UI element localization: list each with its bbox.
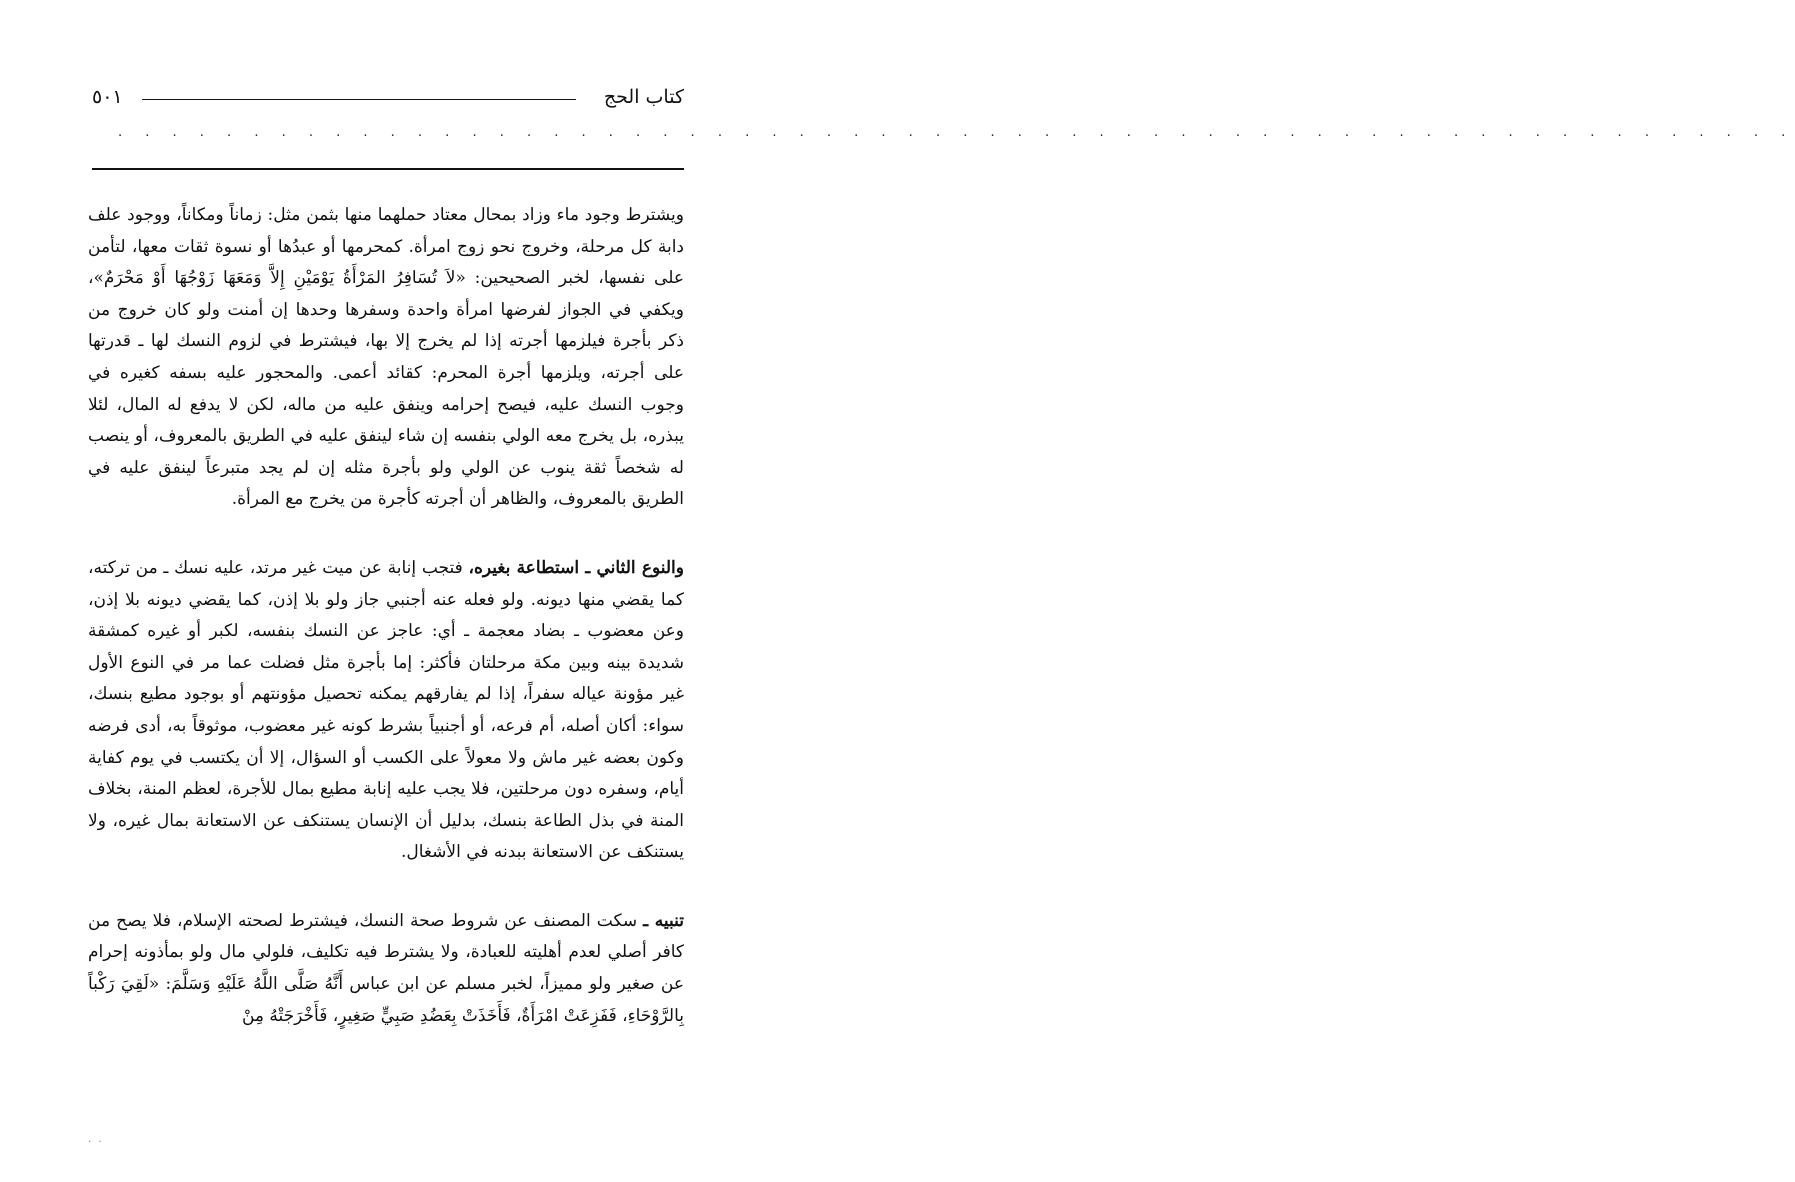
paragraph-text: فتجب إنابة عن ميت غير مرتد، عليه نسك ـ من تركته، كما يقضي منها ديونه. ولو فعله عنه أجنبي جاز ولو بلا إذن، كما يقضي ديونه بلا إذن، وعن معضوب ـ بضاد معجمة ـ أي: عاجز عن النسك بنفسه، لكبر أو غيره كمشقة شديدة بينه وبين مكة مرحلتان فأكثر: إما بأجرة مثل فضلت عما مر في النوع الأول غير مؤونة عياله سفراً، إذا لم يفارقهم يمكنه تحصيل مؤونتهم أو بوجود مطيع بنسك، سواء: أكان أصله، أم فرعه، أو أجنبياً بشرط كونه غير معضوب، موثوقاً به، أدى فرضه وكون بعضه غير ماش ولا معولاً على الكسب أو السؤال، إلا أن يكتسب في يوم كفاية أيام، وسفره دون مرحلتين، فلا يجب عليه إنابة مطيع بمال للأجرة، لعظم المنة، بخلاف المنة في بذل الطاعة بنسك، بدليل أن الإنسان يستنكف عن الاستعانة بمال غيره، ولا يستنكف عن الاستعانة ببدنه في الأشغال.: [88, 557, 684, 863]
header-rule: [142, 99, 576, 100]
paragraph: [88, 553, 684, 869]
separator-rule: [92, 168, 684, 170]
chapter-title: كتاب الحج: [603, 86, 684, 108]
paragraph-lead: تنبيه ـ: [643, 910, 684, 931]
main-text: [88, 200, 684, 1032]
dotted-separator: . . . . . . . . . . . . . . . . . . . . . . . . . . . . . . . . . . . . . . . . . . . . . . . . . . . . . . . . . . . . . .: [118, 125, 1795, 140]
page-number: ٥٠١: [92, 86, 123, 108]
paragraph: [88, 200, 684, 516]
paragraph-text: سكت المصنف عن شروط صحة النسك، فيشترط لصحته الإسلام، فلا يصح من كافر أصلي لعدم أهليته للعبادة، ولا يشترط فيه تكليف، فلولي مال ولو بمأذونه إحرام عن صغير ولو مميزاً، لخبر مسلم عن ابن عباس أَنَّهُ صَلَّى اللَّهُ عَلَيْهِ وَسَلَّمَ: «لَقِيَ رَكْباً بِالرَّوْحَاءِ، فَفَزِعَتْ امْرَأَةٌ، فَأَخَذَتْ بِعَضُدِ صَبِيٍّ صَغِيرٍ، فَأَخْرَجَتْهُ مِنْ: [88, 910, 684, 1026]
running-header: [92, 84, 684, 112]
paragraph-lead: والنوع الثاني ـ استطاعة بغيره،: [468, 557, 684, 578]
scan-artifact: . .: [88, 1134, 104, 1145]
paragraph-text: ويشترط وجود ماء وزاد بمحال معتاد حملهما منها بثمن مثل: زماناً ومكاناً، ووجود علف دابة كل مرحلة، وخروج نحو زوج امرأة. كمحرمها أو عبدُها أو نسوة ثقات معها، لتأمن على نفسها، لخبر الصحيحين: «لاَ تُسَافِرُ المَرْأَةُ يَوْمَيْنِ إِلاَّ وَمَعَهَا زَوْجُهَا أَوْ مَحْرَمٌ»، ويكفي في الجواز لفرضها امرأة واحدة وسفرها وحدها إن أمنت ولو كان خروج من ذكر بأجرة فيلزمها أجرته إذا لم يخرج إلا بها، فيشترط في لزوم النسك لها ـ قدرتها على أجرته، ويلزمها أجرة المحرم: كقائد أعمى. والمحجور عليه بسفه كغيره في وجوب النسك عليه، فيصح إحرامه وينفق عليه من ماله، لكن لا يدفع له المال، لئلا يبذره، بل يخرج معه الولي بنفسه إن شاء لينفق عليه في الطريق بالمعروف، أو ينصب له شخصاً ثقة ينوب عن الولي ولو بأجرة مثله إن لم يجد متبرعاً لينفق عليه في الطريق بالمعروف، والظاهر أن أجرته كأجرة من يخرج مع المرأة.: [88, 205, 684, 510]
paragraph: [88, 906, 684, 1032]
